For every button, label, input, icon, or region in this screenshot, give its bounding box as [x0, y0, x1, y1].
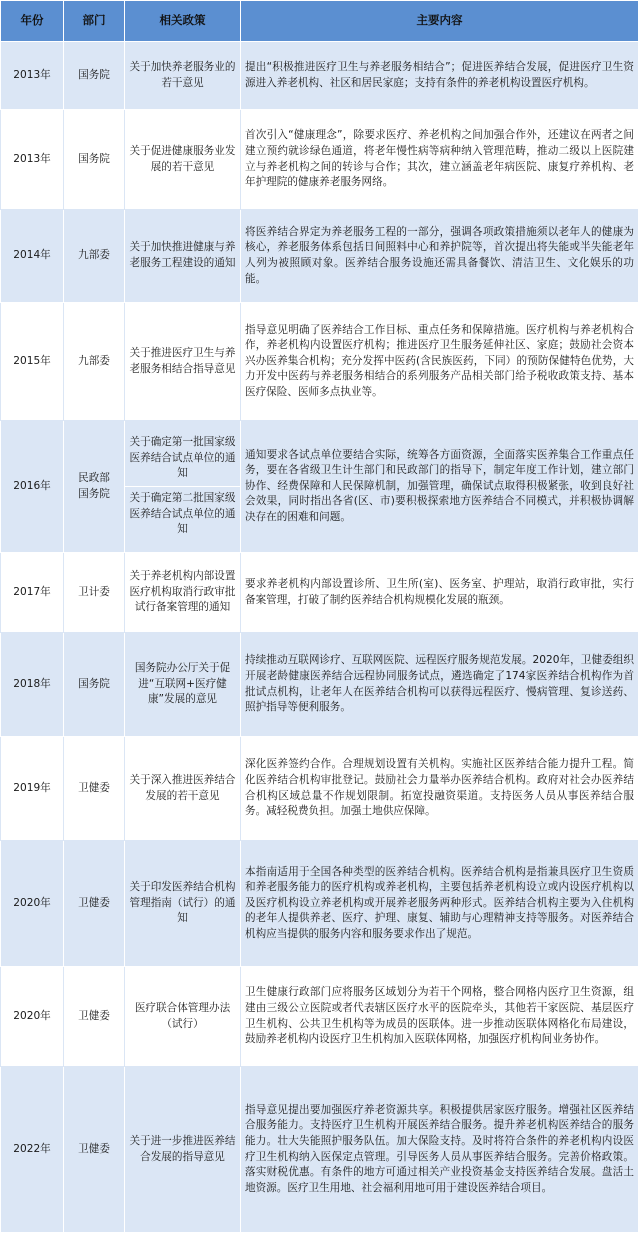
dept-cell: 卫计委: [64, 553, 125, 633]
dept-cell: [64, 421, 125, 553]
table-row: [1, 421, 638, 553]
table-row: [1, 553, 638, 633]
year-cell: 2020年: [1, 967, 64, 1067]
policy-cell: 关于推进医疗卫生与养老服务相结合指导意见: [125, 303, 241, 421]
header-year: 年份: [1, 1, 64, 42]
table-row: [1, 42, 638, 110]
header-content: 主要内容: [241, 1, 638, 42]
dept-cell: 卫健委: [64, 967, 125, 1067]
table-row: [1, 110, 638, 210]
year-cell: 2020年: [1, 841, 64, 967]
policy-cell: 医疗联合体管理办法（试行）: [125, 967, 241, 1067]
content-cell: 指导意见提出要加强医疗养老资源共享。积极提供居家医疗服务。增强社区医养结合服务能力。支持医疗卫生机构开展医养结合服务。提升养老机构医养结合的服务能力。壮大失能照护服务队伍。加大保险支持。及时将符合条件的养老机构内设医疗卫生机构纳入医保定点管理。引导医务人员从事医养结合服务。完善价格政策。落实财税优惠。有条件的地方可通过相关产业投资基金支持医养结合发展。盘活土地资源。医疗卫生用地、社会福利用地可用于建设医养结合项目。: [241, 1067, 638, 1233]
policy-cell: 关于养老机构内部设置医疗机构取消行政审批试行备案管理的通知: [125, 553, 241, 633]
content-cell: 首次引入“健康理念”，除要求医疗、养老机构之间加强合作外，还建议在两者之间建立预约就诊绿色通道，将老年慢性病等病种纳入管理范畴，推动二级以上医院建立与养老机构之间的转诊与合作；其次，建立涵盖老年病医院、康复疗养机构、老年护理院的健康养老服务网络。: [241, 110, 638, 210]
content-cell: 深化医养签约合作。合理规划设置有关机构。实施社区医养结合能力提升工程。简化医养结合机构审批登记。鼓励社会力量举办医养结合机构。政府对社会办医养结合机构区域总量不作规划限制。拓宽投融资渠道。支持医务人员从事医养结合服务。减轻税费负担。加强土地供应保障。: [241, 737, 638, 841]
policy-cell: 关于深入推进医养结合发展的若干意见: [125, 737, 241, 841]
table-row: [1, 210, 638, 303]
dept-line: 民政部: [78, 471, 110, 484]
policy-cell: 关于促进健康服务业发展的若干意见: [125, 110, 241, 210]
dept-cell: 卫健委: [64, 1067, 125, 1233]
content-cell: 通知要求各试点单位要结合实际，统筹各方面资源，全面落实医养集合工作重点任务，要在各省级卫生计生部门和民政部门的指导下，制定年度工作计划，建立部门协作、经费保障和人民保障机制，加强管理，确保试点取得积极紧张，收到良好社会效果，同时指出各省(区、市)要积极探索地方医养结合不同模式，并积极协调解决存在的困难和问题。: [241, 421, 638, 553]
dept-cell: 卫健委: [64, 841, 125, 967]
header-row: [1, 1, 638, 42]
header-policy: 相关政策: [125, 1, 241, 42]
dept-cell: 国务院: [64, 42, 125, 110]
policy-cell: 关于印发医养结合机构管理指南（试行）的通知: [125, 841, 241, 967]
content-cell: 要求养老机构内部设置诊所、卫生所(室)、医务室、护理站，取消行政审批，实行备案管理，打破了制约医养结合机构规模化发展的瓶颈。: [241, 553, 638, 633]
dept-cell: 九部委: [64, 210, 125, 303]
table-row: [1, 1067, 638, 1233]
year-cell: 2013年: [1, 110, 64, 210]
header-dept: 部门: [64, 1, 125, 42]
year-cell: 2013年: [1, 42, 64, 110]
year-cell: 2022年: [1, 1067, 64, 1233]
table-row: [1, 303, 638, 421]
year-cell: 2014年: [1, 210, 64, 303]
policy-cell: [125, 421, 241, 553]
table-row: [1, 633, 638, 737]
content-cell: 指导意见明确了医养结合工作目标、重点任务和保障措施。医疗机构与养老机构合作，养老机构内设置医疗机构；推进医疗卫生服务延伸社区、家庭；鼓励社会资本兴办医养集合机构；充分发挥中医药(含民族医药，下同）的预防保健特色优势，大力开发中医药与养老服务相结合的系列服务产品相关部门给予税收政策支持、基本医疗保险、医师多点执业等。: [241, 303, 638, 421]
dept-cell: 国务院: [64, 633, 125, 737]
table-row: [1, 841, 638, 967]
policy-sub-item: 关于确定第二批国家级医养结合试点单位的通知: [125, 486, 240, 542]
year-cell: 2017年: [1, 553, 64, 633]
dept-line: 国务院: [78, 487, 110, 500]
dept-cell: 卫健委: [64, 737, 125, 841]
content-cell: 将医养结合界定为养老服务工程的一部分，强调各项政策措施须以老年人的健康为核心，养老服务体系包括日间照料中心和养护院等，首次提出将失能或半失能老年人列为被照顾对象。医养结合服务设施还需具备餐饮、清洁卫生、文化娱乐的功能。: [241, 210, 638, 303]
policy-cell: 关于加快推进健康与养老服务工程建设的通知: [125, 210, 241, 303]
content-cell: 本指南适用于全国各种类型的医养结合机构。医养结合机构是指兼具医疗卫生资质和养老服务能力的医疗机构或养老机构，主要包括养老机构设立或内设医疗机构以及医疗机构设立养老机构或开展养老服务两种形式。医养结合机构主要为入住机构的老年人提供养老、医疗、护理、康复、辅助与心理精神支持等服务。对医养结合机构应当提供的服务内容和服务要求作出了规范。: [241, 841, 638, 967]
policy-cell: 国务院办公厅关于促进“互联网+医疗健康”发展的意见: [125, 633, 241, 737]
table-row: [1, 737, 638, 841]
table-row: [1, 967, 638, 1067]
policy-cell: 关于加快养老服务业的若干意见: [125, 42, 241, 110]
content-cell: 持续推动互联网诊疗、互联网医院、远程医疗服务规范发展。2020年，卫健委组织开展老龄健康医养结合远程协同服务试点，遴选确定了174家医养结合机构作为首批试点机构，让老年人在医养结合机构可以获得远程医疗、慢病管理、复诊送药、照护指导等便利服务。: [241, 633, 638, 737]
policy-sub-item: 关于确定第一批国家级医养结合试点单位的通知: [129, 436, 236, 480]
year-cell: 2016年: [1, 421, 64, 553]
dept-cell: 国务院: [64, 110, 125, 210]
year-cell: 2019年: [1, 737, 64, 841]
policy-cell: 关于进一步推进医养结合发展的指导意见: [125, 1067, 241, 1233]
content-cell: 卫生健康行政部门应将服务区域划分为若干个网格，整合网格内医疗卫生资源，组建由三级公立医院或者代表辖区医疗水平的医院牵头，其他若干家医院、基层医疗卫生机构、公共卫生机构等为成员的医联体。进一步推动医联体网格化布局建设，鼓励养老机构内设医疗卫生机构加入医联体网格，加强医疗机构间业务协作。: [241, 967, 638, 1067]
year-cell: 2015年: [1, 303, 64, 421]
year-cell: 2018年: [1, 633, 64, 737]
content-cell: 提出“积极推进医疗卫生与养老服务相结合”；促进医养结合发展，促进医疗卫生资源进入养老机构、社区和居民家庭；支持有条件的养老机构设置医疗机构。: [241, 42, 638, 110]
dept-cell: 九部委: [64, 303, 125, 421]
